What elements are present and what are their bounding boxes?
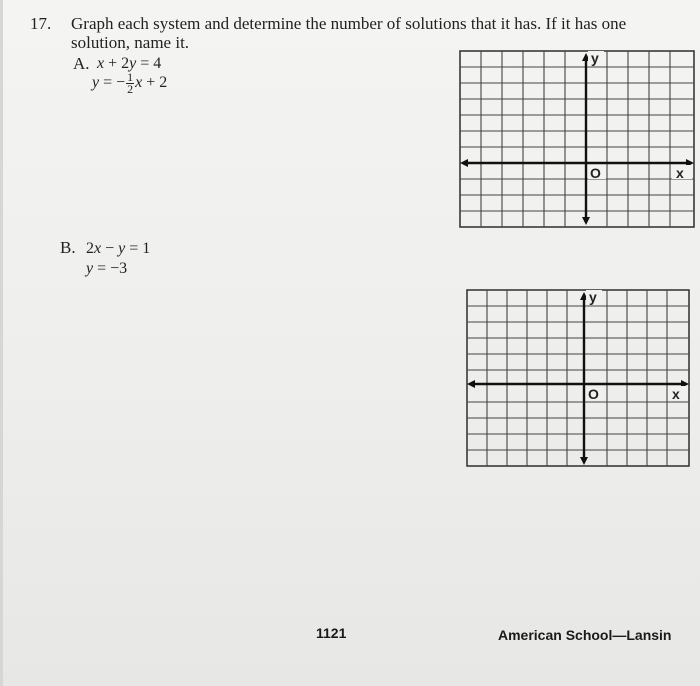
eq-var: x — [97, 55, 105, 72]
eq-var: x — [94, 240, 102, 257]
eq-text: 2 — [86, 240, 94, 257]
grid-a-y-label: y — [591, 50, 599, 66]
publisher-footer: American School—Lansin — [498, 627, 672, 643]
part-b-equation-2 — [86, 260, 127, 278]
fraction-numerator: 1 — [127, 70, 134, 84]
problem-instructions: Graph each system and determine the number of solutions that it has. If it has one solution, name it. — [71, 14, 627, 52]
eq-text: + 2 — [142, 74, 168, 92]
eq-var: y — [129, 55, 137, 72]
fraction — [126, 72, 134, 95]
part-a-label: A. — [73, 54, 90, 73]
grid-a-origin-label: O — [590, 165, 601, 181]
eq-var: y — [92, 74, 100, 92]
part-b-label: B. — [60, 238, 76, 257]
grid-b-y-label: y — [589, 289, 597, 305]
fraction-denominator: 2 — [127, 82, 134, 96]
eq-text: − — [101, 240, 119, 257]
eq-text: = 1 — [125, 240, 151, 257]
eq-text: = −3 — [93, 260, 128, 277]
eq-text: + 2 — [104, 55, 130, 72]
grid-a-x-label: x — [676, 165, 684, 181]
eq-text: = − — [99, 74, 126, 92]
coordinate-grid-b[interactable] — [462, 286, 694, 470]
coordinate-grid-a[interactable] — [454, 48, 698, 230]
problem-number: 17. — [30, 14, 52, 33]
page-number: 1121 — [316, 625, 347, 641]
grid-b-origin-label: O — [588, 386, 599, 402]
part-b-equation-1 — [86, 240, 150, 258]
page-edge — [0, 0, 3, 686]
eq-var: x — [135, 74, 143, 92]
eq-var: y — [118, 240, 126, 257]
eq-text: = 4 — [136, 55, 162, 72]
part-a-equation-2 — [92, 72, 167, 95]
grid-b-x-label: x — [672, 386, 680, 402]
eq-var: y — [86, 260, 94, 277]
